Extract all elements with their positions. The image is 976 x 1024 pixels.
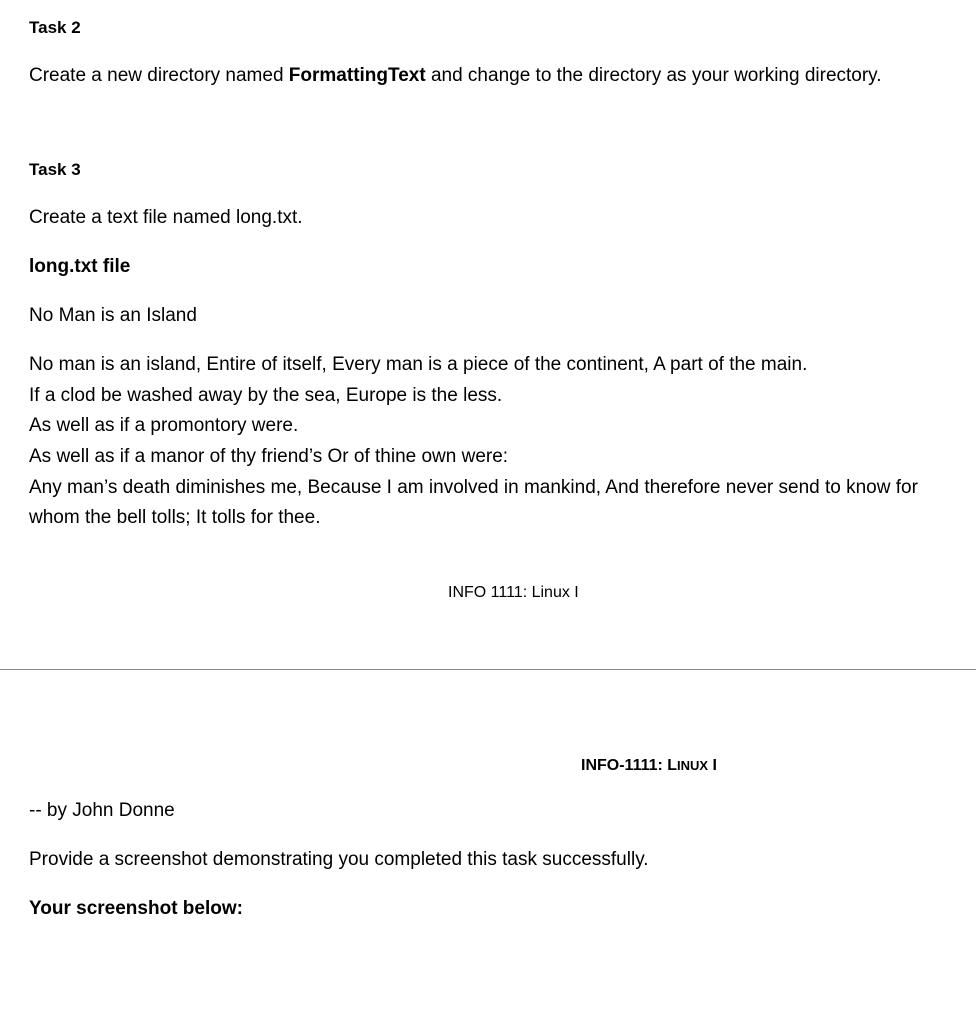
directory-name: FormattingText xyxy=(288,65,426,86)
poem-line: If a clod be washed away by the sea, Europe is the less. xyxy=(29,385,503,406)
header-title-first-letter: L xyxy=(667,757,678,774)
screenshot-instruction: Provide a screenshot demonstrating you completed this task successfully. xyxy=(29,849,649,870)
poem-line: As well as if a promontory were. xyxy=(29,415,299,436)
task2-heading: Task 2 xyxy=(29,18,81,37)
file-heading: long.txt file xyxy=(29,256,131,277)
poem-line: whom the bell tolls; It tolls for thee. xyxy=(29,507,321,528)
poem-line: No man is an island, Entire of itself, Every man is a piece of the continent, A part of the main. xyxy=(29,354,808,375)
poem-line: As well as if a manor of thy friend’s Or of thine own were: xyxy=(29,446,509,467)
poem-attribution: -- by John Donne xyxy=(29,800,175,821)
task2-instruction-prefix: Create a new directory named xyxy=(29,65,289,86)
header-course-code: INFO-1111: xyxy=(581,757,668,774)
poem-title: No Man is an Island xyxy=(29,305,197,326)
header-title-suffix: I xyxy=(708,757,717,774)
poem-line: Any man’s death diminishes me, Because I am involved in mankind, And therefore never send to know for xyxy=(29,477,918,498)
page-footer: INFO 1111: Linux I xyxy=(448,584,579,601)
page-divider xyxy=(0,669,976,670)
task2-instruction xyxy=(29,64,882,88)
page-header xyxy=(581,756,717,776)
task2-instruction-suffix: and change to the directory as your working directory. xyxy=(425,65,882,86)
screenshot-label: Your screenshot below: xyxy=(29,898,243,919)
header-title-rest: INUX xyxy=(677,758,709,773)
task3-instruction: Create a text file named long.txt. xyxy=(29,207,303,228)
task3-heading: Task 3 xyxy=(29,160,81,179)
